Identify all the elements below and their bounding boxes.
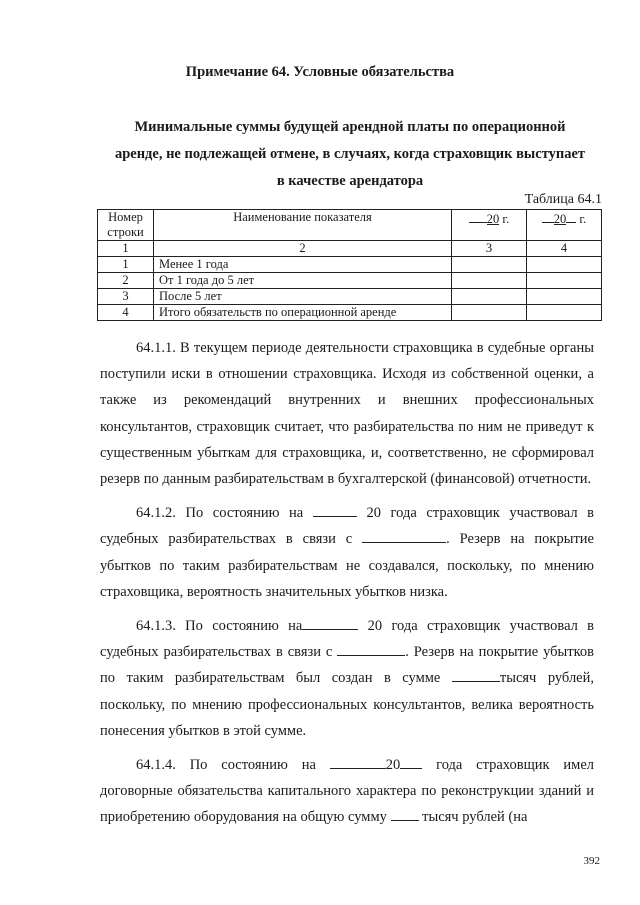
row-value-year-1 — [452, 305, 527, 321]
date-blank — [330, 754, 386, 769]
row-name: Менее 1 года — [154, 257, 452, 273]
row-value-year-2 — [527, 305, 602, 321]
header-row-number: Номер строки — [98, 210, 154, 241]
date-blank — [302, 615, 358, 630]
row-value-year-2 — [527, 289, 602, 305]
paragraph-text: года страховщик участвовал в судебных разбирательствах в связи с — [100, 505, 595, 548]
body-text — [100, 335, 594, 839]
paragraph-64-1-3 — [100, 613, 594, 744]
header-year-2 — [527, 210, 602, 241]
row-name: После 5 лет — [154, 289, 452, 305]
row-value-year-1 — [452, 289, 527, 305]
year-blank — [400, 754, 422, 769]
row-value-year-2 — [527, 273, 602, 289]
header-year-1 — [452, 210, 527, 241]
header-year-2-value: 20 — [553, 212, 567, 226]
year-prefix: 20 — [366, 505, 381, 522]
header-indicator-name: Наименование показателя — [154, 210, 452, 241]
row-name: Итого обязательств по операционной аренде — [154, 305, 452, 321]
paragraph-text: 64.1.4. По состоянию на — [136, 757, 316, 774]
table-caption: Таблица 64.1 — [524, 192, 602, 207]
table-row — [98, 289, 602, 305]
row-name: От 1 года до 5 лет — [154, 273, 452, 289]
row-number: 4 — [98, 305, 154, 321]
year-prefix: 20 — [367, 618, 383, 635]
header-year-1-value: 20 — [486, 212, 500, 226]
note-title: Примечание 64. Условные обязательства — [185, 64, 455, 80]
paragraph-text: 64.1.2. По состоянию на — [136, 505, 304, 522]
row-number: 3 — [98, 289, 154, 305]
row-value-year-1 — [452, 257, 527, 273]
row-number: 2 — [98, 273, 154, 289]
reason-blank — [337, 641, 405, 656]
amount-blank — [452, 667, 500, 682]
paragraph-64-1-2 — [100, 500, 594, 605]
paragraph-64-1-4 — [100, 752, 594, 831]
table-index-row — [98, 241, 602, 257]
amount-blank — [391, 806, 419, 821]
paragraph-64-1-1: 64.1.1. В текущем периоде деятельности страховщика в судебные органы поступили иски в отношении страховщика. Исходя из собственной оценки, а также из рекомендаций внутренних и внешних профессиональных консультантов, страховщик считает, что разбирательства по ним не приведут к существенным убыткам для страховщика, и, соответственно, не сформировал резерв по данным разбирательствам в бухгалтерской (финансовой) отчетности. — [100, 340, 594, 488]
paragraph-text: . Резерв на покрытие убытков по таким разбирательствам был создан в сумме — [100, 644, 594, 687]
paragraph-text: тысяч рублей (на — [422, 809, 528, 826]
table-header-row — [98, 210, 602, 241]
index-cell: 1 — [98, 241, 154, 257]
paragraph-text: года страховщик участвовал в судебных разбирательствах в связи с — [100, 618, 595, 661]
table-row — [98, 257, 602, 273]
paragraph-text: тысяч рублей, поскольку, по мнению профессиональных консультантов, велика вероятность понесения убытков в этой сумме. — [100, 670, 595, 739]
index-cell: 4 — [527, 241, 602, 257]
lease-table — [97, 209, 602, 321]
date-blank — [313, 502, 357, 517]
paragraph-text: . Резерв на покрытие убытков по таким разбирательствам не создавался, поскольку, по мнению страховщика, вероятность значительных убытков низка. — [100, 531, 594, 600]
reason-blank — [362, 528, 446, 543]
row-value-year-2 — [527, 257, 602, 273]
paragraph-text: 64.1.3. По состоянию на — [136, 618, 303, 635]
header-year-2-suffix: г. — [579, 212, 587, 226]
row-number: 1 — [98, 257, 154, 273]
header-year-1-suffix: г. — [502, 212, 510, 226]
table-row — [98, 273, 602, 289]
index-cell: 3 — [452, 241, 527, 257]
paragraph-text: года страховщик имел договорные обязательства капитального характера по реконструкции зданий и приобретению оборудования на общую сумму — [100, 757, 595, 826]
row-value-year-1 — [452, 273, 527, 289]
index-cell: 2 — [154, 241, 452, 257]
year-prefix: 20 — [385, 757, 401, 774]
table-row — [98, 305, 602, 321]
table-subtitle: Минимальные суммы будущей арендной платы по операционной аренде, не подлежащей отмене, в случаях, когда страховщик выступает в качестве арендатора — [114, 119, 586, 189]
page-number: 392 — [583, 855, 600, 867]
